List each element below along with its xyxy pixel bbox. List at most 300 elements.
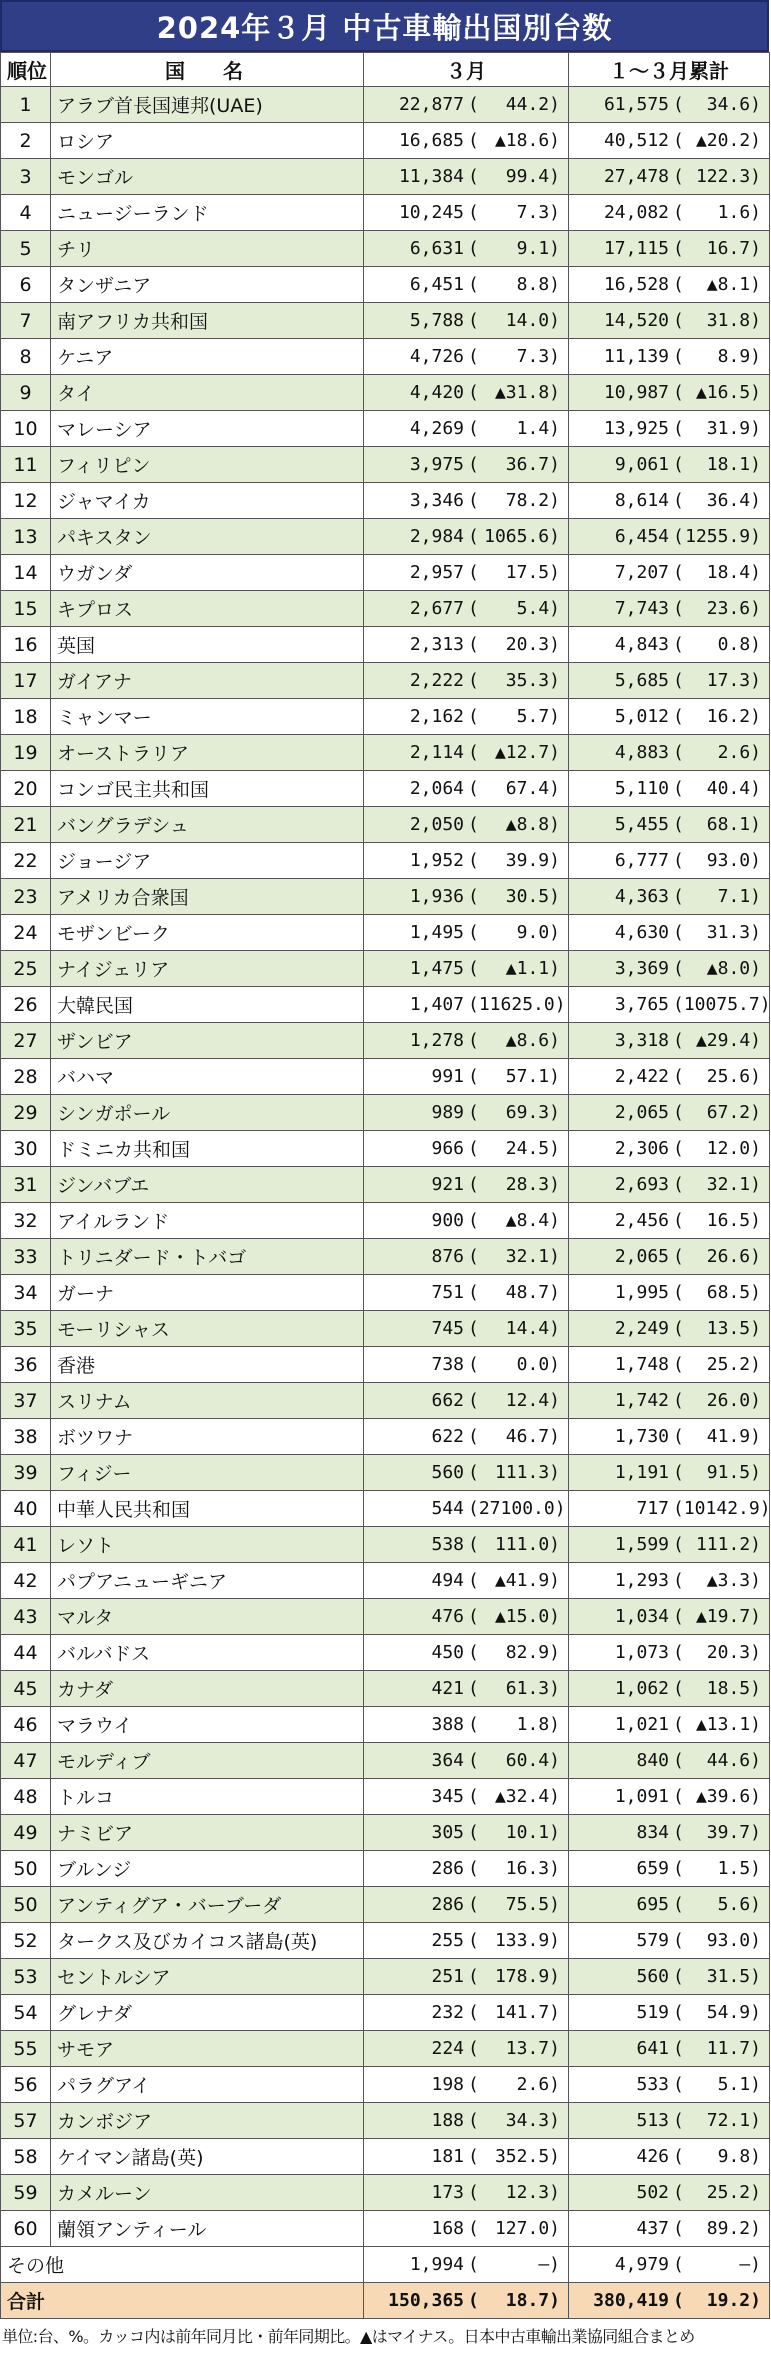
cumulative-change-group (669, 2182, 761, 2203)
cumulative-cell (569, 2247, 770, 2283)
march-value: 4,726 (409, 346, 464, 367)
march-value: 991 (431, 1066, 464, 1087)
cumulative-value: 1,748 (614, 1354, 669, 1375)
paren-open: ( (673, 742, 684, 763)
cumulative-change: 5.1 (717, 2074, 751, 2095)
paren-close: ) (549, 814, 560, 835)
march-value: 476 (431, 1606, 464, 1627)
cumulative-cell (569, 1923, 770, 1959)
march-value-group (372, 1923, 560, 1958)
table-row (1, 1491, 770, 1527)
cumulative-value-group (577, 2283, 761, 2318)
paren-open: ( (673, 130, 684, 151)
march-change-group (464, 1354, 560, 1375)
paren-close: ) (750, 1570, 761, 1591)
cumulative-cell (569, 159, 770, 195)
table-row (1, 2175, 770, 2211)
march-value-group (372, 1239, 560, 1274)
cumulative-cell (569, 843, 770, 879)
march-value: 1,994 (409, 2254, 464, 2275)
march-value-group (372, 1887, 560, 1922)
cumulative-value: 2,456 (614, 1210, 669, 1231)
table-row (1, 267, 770, 303)
march-value-group (372, 1743, 560, 1778)
paren-close: ) (750, 1930, 761, 1951)
cumulative-change-group (669, 346, 761, 367)
march-change: ▲8.6 (505, 1030, 550, 1051)
country-cell: モンゴル (51, 159, 364, 195)
cumulative-value: 2,065 (614, 1246, 669, 1267)
paren-close: ) (750, 166, 761, 187)
cumulative-value: 2,249 (614, 1318, 669, 1339)
march-cell (364, 1239, 569, 1275)
cumulative-cell (569, 1491, 770, 1527)
cumulative-value-group (577, 303, 761, 338)
country-cell: カナダ (51, 1671, 364, 1707)
cumulative-change-group (669, 2146, 761, 2167)
march-change: 352.5 (494, 2146, 550, 2167)
march-value: 22,877 (398, 94, 464, 115)
paren-close: ) (750, 1462, 761, 1483)
march-cell (364, 951, 569, 987)
paren-close: ) (549, 1678, 560, 1699)
cumulative-cell (569, 1707, 770, 1743)
paren-close: ) (549, 958, 560, 979)
country-cell: 蘭領アンティール (51, 2211, 364, 2247)
cumulative-change: 26.0 (706, 1390, 751, 1411)
paren-open: ( (673, 1678, 684, 1699)
table-row (1, 879, 770, 915)
cumulative-change: 31.5 (706, 1966, 751, 1987)
paren-close: ) (750, 130, 761, 151)
march-value-group (372, 699, 560, 734)
rank-cell: 38 (1, 1419, 51, 1455)
country-cell: アイルランド (51, 1203, 364, 1239)
cumulative-cell (569, 2067, 770, 2103)
country-cell: 大韓民国 (51, 987, 364, 1023)
march-change-group (464, 310, 560, 331)
march-change: 10.1 (505, 1822, 550, 1843)
march-change: 20.3 (505, 634, 550, 655)
march-change: 1.4 (516, 418, 550, 439)
cumulative-value: 61,575 (603, 94, 669, 115)
paren-open: ( (468, 1030, 479, 1051)
cumulative-change: ▲8.1 (706, 274, 751, 295)
march-change: 61.3 (505, 1678, 550, 1699)
paren-close: ) (750, 2290, 761, 2311)
page-title: 2024年３月 中古車輸出国別台数 (0, 0, 769, 52)
cumulative-cell (569, 1131, 770, 1167)
march-value: 168 (431, 2218, 464, 2239)
cumulative-value: 8,614 (614, 490, 669, 511)
country-cell: フィジー (51, 1455, 364, 1491)
rank-cell: 28 (1, 1059, 51, 1095)
paren-open: ( (468, 1498, 479, 1519)
paren-close: ) (549, 706, 560, 727)
export-table (0, 52, 770, 2319)
country-cell: マルタ (51, 1599, 364, 1635)
cumulative-change: 25.6 (706, 1066, 751, 1087)
march-value-group (372, 1275, 560, 1310)
cumulative-cell (569, 1779, 770, 1815)
march-cell (364, 1419, 569, 1455)
cumulative-value-group (577, 1491, 771, 1526)
cumulative-cell (569, 1599, 770, 1635)
march-change-group (464, 1642, 560, 1663)
march-change-group (464, 2218, 560, 2239)
march-cell (364, 1851, 569, 1887)
rank-cell: 40 (1, 1491, 51, 1527)
march-cell (364, 1671, 569, 1707)
table-row (1, 195, 770, 231)
cumulative-change-group (669, 310, 761, 331)
march-cell (364, 987, 569, 1023)
country-cell: アラブ首長国連邦(UAE) (51, 87, 364, 123)
march-change: ▲15.0 (494, 1606, 550, 1627)
cumulative-cell (569, 2175, 770, 2211)
cumulative-cell (569, 1995, 770, 2031)
march-value-group (372, 663, 560, 698)
cumulative-value: 1,730 (614, 1426, 669, 1447)
paren-close: ) (554, 1498, 566, 1519)
rank-cell: 19 (1, 735, 51, 771)
paren-open: ( (673, 418, 684, 439)
cumulative-value: 3,369 (614, 958, 669, 979)
paren-open: ( (468, 1390, 479, 1411)
cumulative-value-group (577, 1923, 761, 1958)
cumulative-change-group (669, 1066, 761, 1087)
paren-close: ) (549, 1570, 560, 1591)
rank-cell: 39 (1, 1455, 51, 1491)
cumulative-value-group (577, 1995, 761, 2030)
rank-cell: 25 (1, 951, 51, 987)
total-row-label: 合計 (1, 2283, 364, 2319)
paren-open: ( (673, 634, 684, 655)
country-cell: ジョージア (51, 843, 364, 879)
march-change-group (464, 1786, 560, 1807)
cumulative-cell (569, 1419, 770, 1455)
paren-open: ( (673, 454, 684, 475)
paren-close: ) (549, 1210, 560, 1231)
cumulative-change-group (669, 2254, 761, 2275)
march-change-group (464, 1174, 560, 1195)
cumulative-value: 13,925 (603, 418, 669, 439)
table-row (1, 1923, 770, 1959)
march-cell (364, 591, 569, 627)
cumulative-change-group (669, 706, 761, 727)
march-value: 255 (431, 1930, 464, 1951)
cumulative-value-group (577, 2247, 761, 2282)
march-change: 75.5 (505, 1894, 550, 1915)
march-value-group (372, 915, 560, 950)
table-row (1, 987, 770, 1023)
rank-cell: 3 (1, 159, 51, 195)
cumulative-cell (569, 339, 770, 375)
cumulative-value: 426 (636, 2146, 669, 2167)
cumulative-value-group (577, 1383, 761, 1418)
paren-open: ( (673, 706, 684, 727)
cumulative-change-group (669, 1102, 761, 1123)
march-value-group (372, 1455, 560, 1490)
cumulative-change-group (669, 1030, 761, 1051)
cumulative-change-group (669, 1642, 761, 1663)
cumulative-change: 25.2 (706, 2182, 751, 2203)
cumulative-change: 68.1 (706, 814, 751, 835)
table-row (1, 843, 770, 879)
march-change-group (464, 1930, 560, 1951)
table-row (1, 591, 770, 627)
paren-close: ) (549, 2002, 560, 2023)
cumulative-change: 23.6 (706, 598, 751, 619)
paren-close: ) (549, 2074, 560, 2095)
march-cell (364, 1167, 569, 1203)
march-value: 198 (431, 2074, 464, 2095)
march-value: 900 (431, 1210, 464, 1231)
cumulative-value-group (577, 663, 761, 698)
table-row (1, 555, 770, 591)
march-change: 57.1 (505, 1066, 550, 1087)
march-change: 32.1 (505, 1246, 550, 1267)
paren-close: ) (549, 1318, 560, 1339)
table-row (1, 1023, 770, 1059)
cumulative-value-group (577, 1023, 761, 1058)
march-value: 286 (431, 1894, 464, 1915)
cumulative-cell (569, 195, 770, 231)
paren-open: ( (468, 310, 479, 331)
cumulative-value: 1,293 (614, 1570, 669, 1591)
paren-open: ( (468, 814, 479, 835)
paren-open: ( (468, 1174, 479, 1195)
cumulative-change-group (669, 670, 761, 691)
paren-close: ) (549, 2254, 560, 2275)
march-change: 44.2 (505, 94, 550, 115)
country-cell: 中華人民共和国 (51, 1491, 364, 1527)
march-value-group (372, 987, 566, 1022)
cumulative-cell (569, 1455, 770, 1491)
cumulative-value-group (577, 1203, 761, 1238)
cumulative-value: 3,318 (614, 1030, 669, 1051)
march-cell (364, 2067, 569, 2103)
paren-open: ( (468, 2254, 479, 2275)
cumulative-change-group (669, 1678, 761, 1699)
march-value-group (372, 555, 560, 590)
paren-open: ( (468, 1822, 479, 1843)
paren-close: ) (750, 2110, 761, 2131)
march-change-group (464, 562, 560, 583)
cumulative-change-group (669, 1426, 761, 1447)
march-change: ▲8.8 (505, 814, 550, 835)
rank-cell: 31 (1, 1167, 51, 1203)
cumulative-value-group (577, 1743, 761, 1778)
march-value: 6,631 (409, 238, 464, 259)
march-change: ― (538, 2254, 550, 2275)
cumulative-change-group (669, 778, 761, 799)
march-cell (364, 447, 569, 483)
rank-cell: 34 (1, 1275, 51, 1311)
paren-close: ) (549, 1894, 560, 1915)
table-row (1, 411, 770, 447)
country-cell: ウガンダ (51, 555, 364, 591)
march-cell (364, 735, 569, 771)
paren-open: ( (673, 1570, 684, 1591)
cumulative-change-group (669, 1246, 761, 1267)
paren-close: ) (549, 1030, 560, 1051)
cumulative-value: 4,843 (614, 634, 669, 655)
paren-close: ) (750, 1102, 761, 1123)
table-row (1, 1311, 770, 1347)
march-value-group (372, 123, 560, 158)
footnote: 単位:台、%。カッコ内は前年同月比・前年同期比。▲はマイナス。日本中古車輸出業協同組合まとめ (2, 2327, 695, 2346)
cumulative-value-group (577, 1419, 761, 1454)
cumulative-change: 1.5 (717, 1858, 751, 1879)
cumulative-value-group (577, 915, 761, 950)
cumulative-change: 31.8 (706, 310, 751, 331)
cumulative-cell (569, 519, 770, 555)
rank-cell: 13 (1, 519, 51, 555)
paren-open: ( (468, 1786, 479, 1807)
cumulative-value: 6,454 (614, 526, 669, 547)
paren-open: ( (673, 886, 684, 907)
cumulative-cell (569, 915, 770, 951)
cumulative-change-group (669, 1318, 761, 1339)
march-value: 2,957 (409, 562, 464, 583)
paren-open: ( (673, 1858, 684, 1879)
rank-cell: 21 (1, 807, 51, 843)
march-change-group (464, 454, 560, 475)
cumulative-value: 27,478 (603, 166, 669, 187)
march-value: 751 (431, 1282, 464, 1303)
march-change: 36.7 (505, 454, 550, 475)
march-cell (364, 915, 569, 951)
cumulative-value-group (577, 2175, 761, 2210)
paren-open: ( (468, 130, 479, 151)
cumulative-change-group (669, 382, 761, 403)
march-cell (364, 699, 569, 735)
march-value-group (372, 591, 560, 626)
paren-close: ) (549, 1642, 560, 1663)
cumulative-value: 7,743 (614, 598, 669, 619)
cumulative-change-group (669, 1786, 761, 1807)
cumulative-value-group (577, 1851, 761, 1886)
cumulative-change-group (669, 1750, 761, 1771)
march-change-group (464, 706, 560, 727)
cumulative-cell (569, 2031, 770, 2067)
paren-open: ( (468, 562, 479, 583)
rank-cell: 24 (1, 915, 51, 951)
paren-close: ) (750, 2038, 761, 2059)
rank-cell: 54 (1, 1995, 51, 2031)
march-change: 78.2 (505, 490, 550, 511)
country-cell: ドミニカ共和国 (51, 1131, 364, 1167)
march-cell (364, 411, 569, 447)
paren-open: ( (673, 526, 684, 547)
rank-cell: 1 (1, 87, 51, 123)
cumulative-change-group (669, 922, 761, 943)
table-row (1, 2031, 770, 2067)
paren-close: ) (549, 1246, 560, 1267)
paren-close: ) (549, 1066, 560, 1087)
cumulative-change-group (669, 202, 761, 223)
march-value: 4,420 (409, 382, 464, 403)
march-cell (364, 1023, 569, 1059)
paren-close: ) (554, 994, 566, 1015)
march-change: 13.7 (505, 2038, 550, 2059)
march-change: 82.9 (505, 1642, 550, 1663)
table-row (1, 1239, 770, 1275)
paren-open: ( (468, 418, 479, 439)
march-change: 27100.0 (478, 1498, 555, 1519)
cumulative-change: 9.8 (717, 2146, 751, 2167)
country-cell: 香港 (51, 1347, 364, 1383)
paren-close: ) (549, 2182, 560, 2203)
paren-close: ) (549, 490, 560, 511)
cumulative-value-group (577, 231, 761, 266)
cumulative-change: 16.2 (706, 706, 751, 727)
paren-open: ( (673, 958, 684, 979)
rank-cell: 9 (1, 375, 51, 411)
march-cell (364, 231, 569, 267)
cumulative-value-group (577, 627, 761, 662)
cumulative-change: 40.4 (706, 778, 751, 799)
cumulative-change: 7.1 (717, 886, 751, 907)
rank-cell: 60 (1, 2211, 51, 2247)
paren-open: ( (673, 2290, 684, 2311)
march-change: 7.3 (516, 202, 550, 223)
cumulative-change-group (669, 526, 761, 547)
cumulative-change: 26.6 (706, 1246, 751, 1267)
march-change-group (464, 1570, 560, 1591)
header-march: ３月 (364, 53, 569, 87)
cumulative-cell (569, 1311, 770, 1347)
march-change: 67.4 (505, 778, 550, 799)
cumulative-change: 8.9 (717, 346, 751, 367)
table-header-row (1, 53, 770, 87)
march-cell (364, 843, 569, 879)
march-change-group (464, 886, 560, 907)
cumulative-change: 32.1 (706, 1174, 751, 1195)
table-row (1, 1563, 770, 1599)
march-value: 2,162 (409, 706, 464, 727)
cumulative-value-group (577, 1527, 761, 1562)
march-value-group (372, 303, 560, 338)
paren-close: ) (750, 1678, 761, 1699)
cumulative-cell (569, 1023, 770, 1059)
paren-close: ) (549, 1714, 560, 1735)
cumulative-value-group (577, 447, 761, 482)
paren-close: ) (549, 886, 560, 907)
paren-close: ) (750, 2002, 761, 2023)
cumulative-change-group (669, 274, 761, 295)
cumulative-value-group (577, 1275, 761, 1310)
cumulative-value-group (577, 1671, 761, 1706)
paren-open: ( (468, 958, 479, 979)
country-cell: ナイジェリア (51, 951, 364, 987)
cumulative-value: 17,115 (603, 238, 669, 259)
march-change-group (464, 1678, 560, 1699)
rank-cell: 16 (1, 627, 51, 663)
cumulative-change: 72.1 (706, 2110, 751, 2131)
cumulative-cell (569, 1275, 770, 1311)
paren-open: ( (673, 1786, 684, 1807)
table-row (1, 2067, 770, 2103)
paren-close: ) (549, 454, 560, 475)
paren-close: ) (750, 274, 761, 295)
paren-open: ( (468, 742, 479, 763)
march-change-group (464, 1210, 560, 1231)
cumulative-change: 16.5 (706, 1210, 751, 1231)
paren-close: ) (750, 2254, 761, 2275)
cumulative-change-group (669, 562, 761, 583)
